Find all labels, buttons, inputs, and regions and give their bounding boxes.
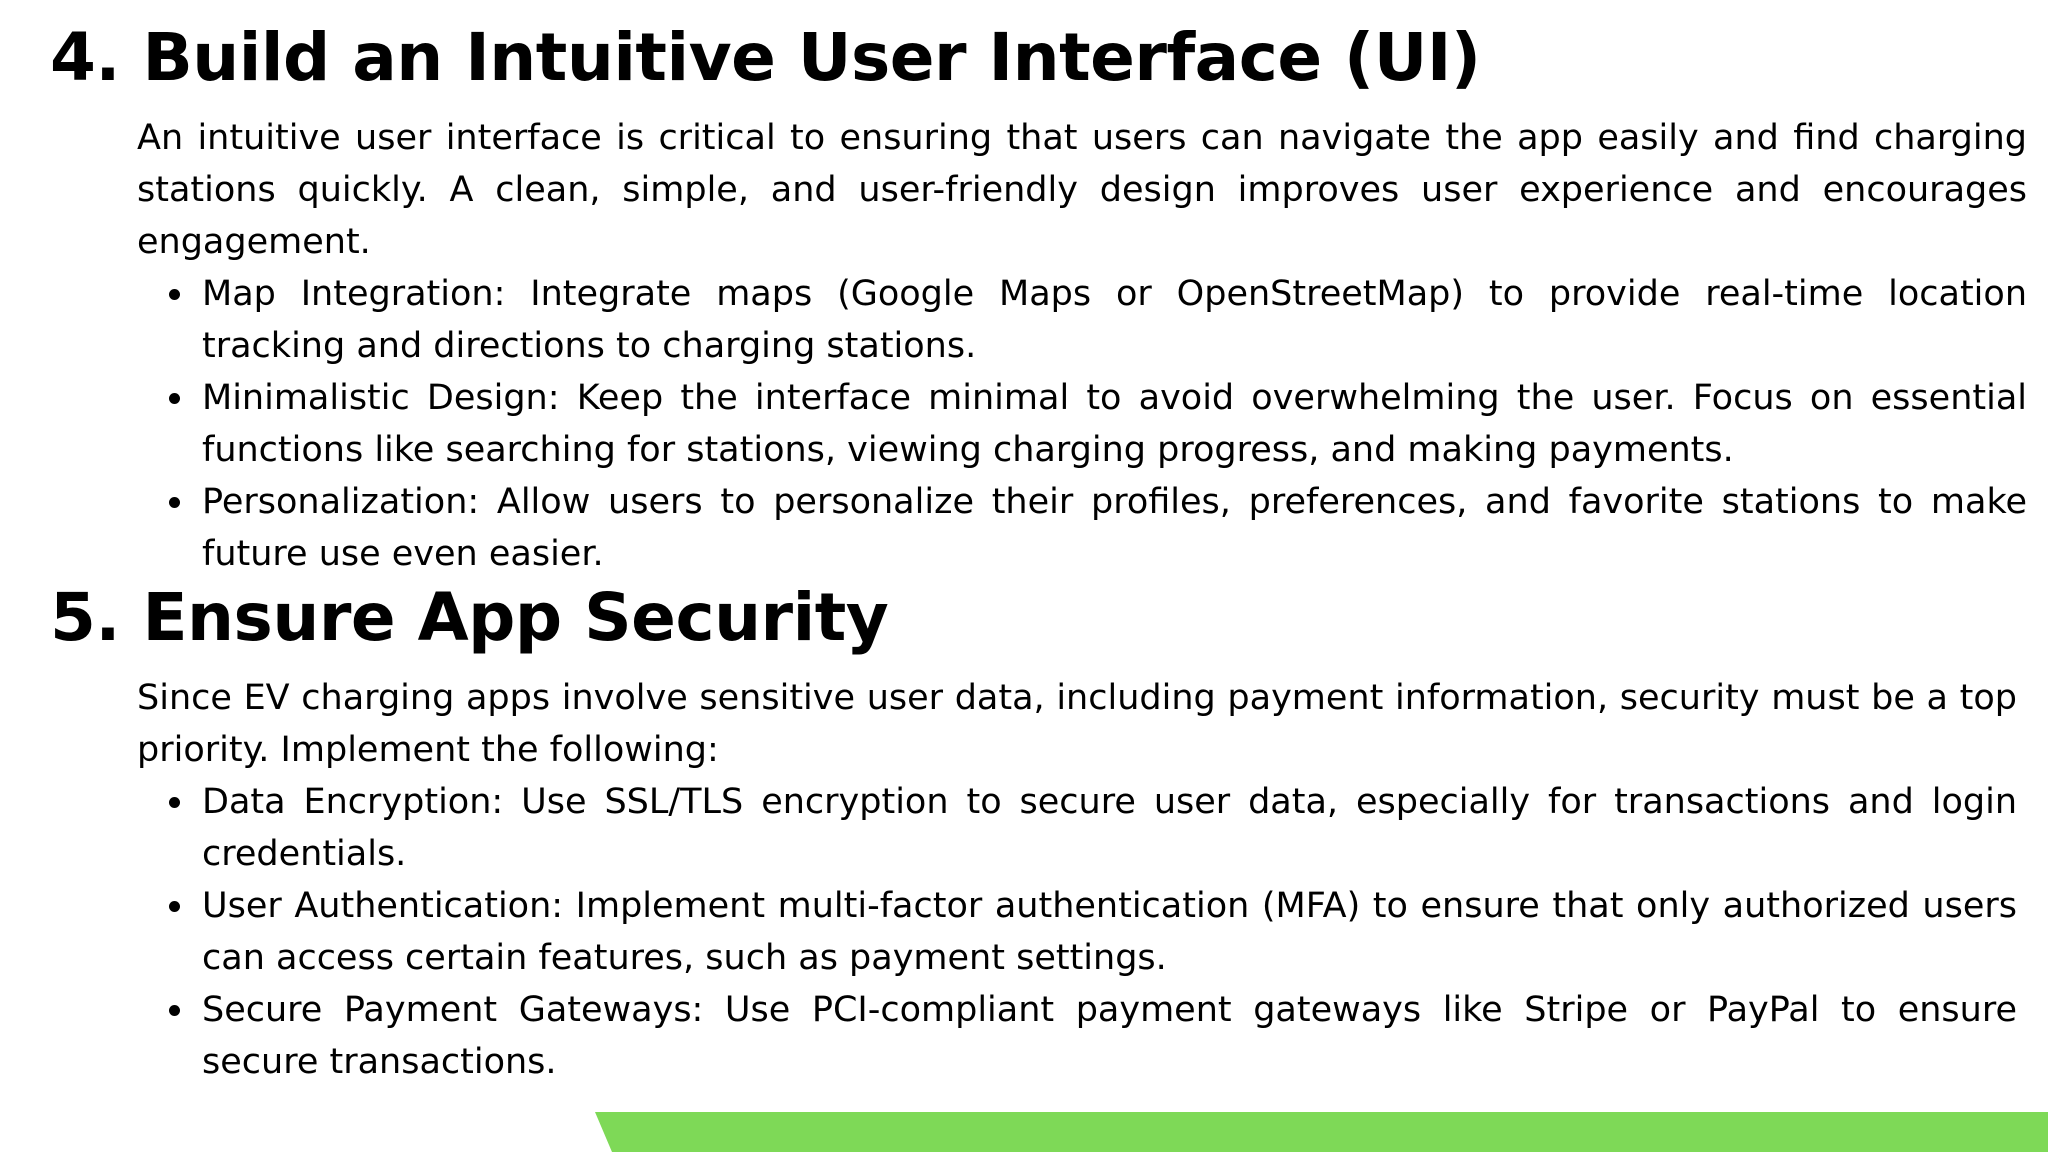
section-heading: 5. Ensure App Security [50,579,889,656]
bullet-text: Personalization: Allow users to personalize their profiles, preferences, and favorite stations to make future use even easier. [202,482,2027,574]
bullet-dot-icon [169,797,180,808]
bullet-dot-icon [169,289,180,300]
bullet-text: User Authentication: Implement multi-factor authentication (MFA) to ensure that only authorized users can access certain features, such as payment settings. [202,886,2017,978]
section-paragraph: An intuitive user interface is critical to ensuring that users can navigate the app easily and find charging stations quickly. A clean, simple, and user-friendly design improves user experience and encourages engagement. [137,118,2027,262]
section-paragraph: Since EV charging apps involve sensitive user data, including payment information, security must be a top priority. Implement the following: [137,678,2017,770]
bullet-list [137,776,2017,1088]
bullet-dot-icon [169,1005,180,1016]
bullet-item [137,984,2017,1088]
bullet-item [137,476,2027,580]
bullet-text: Map Integration: Integrate maps (Google Maps or OpenStreetMap) to provide real-time location tracking and directions to charging stations. [202,274,2027,366]
bullet-dot-icon [169,393,180,404]
bullet-list [137,268,2027,580]
bullet-text: Minimalistic Design: Keep the interface minimal to avoid overwhelming the user. Focus on essential functions like searching for stations, viewing charging progress, and making payments. [202,378,2027,470]
section-heading: 4. Build an Intuitive User Interface (UI) [50,19,1481,96]
bullet-dot-icon [169,901,180,912]
footer-accent-bar [0,1112,2048,1152]
bullet-item [137,372,2027,476]
bullet-text: Secure Payment Gateways: Use PCI-compliant payment gateways like Stripe or PayPal to ensure secure transactions. [202,990,2017,1082]
bullet-item [137,776,2017,880]
accent-shape [595,1112,2048,1152]
bullet-item [137,880,2017,984]
bullet-dot-icon [169,497,180,508]
bullet-text: Data Encryption: Use SSL/TLS encryption to secure user data, especially for transactions and login credentials. [202,782,2017,874]
bullet-item [137,268,2027,372]
